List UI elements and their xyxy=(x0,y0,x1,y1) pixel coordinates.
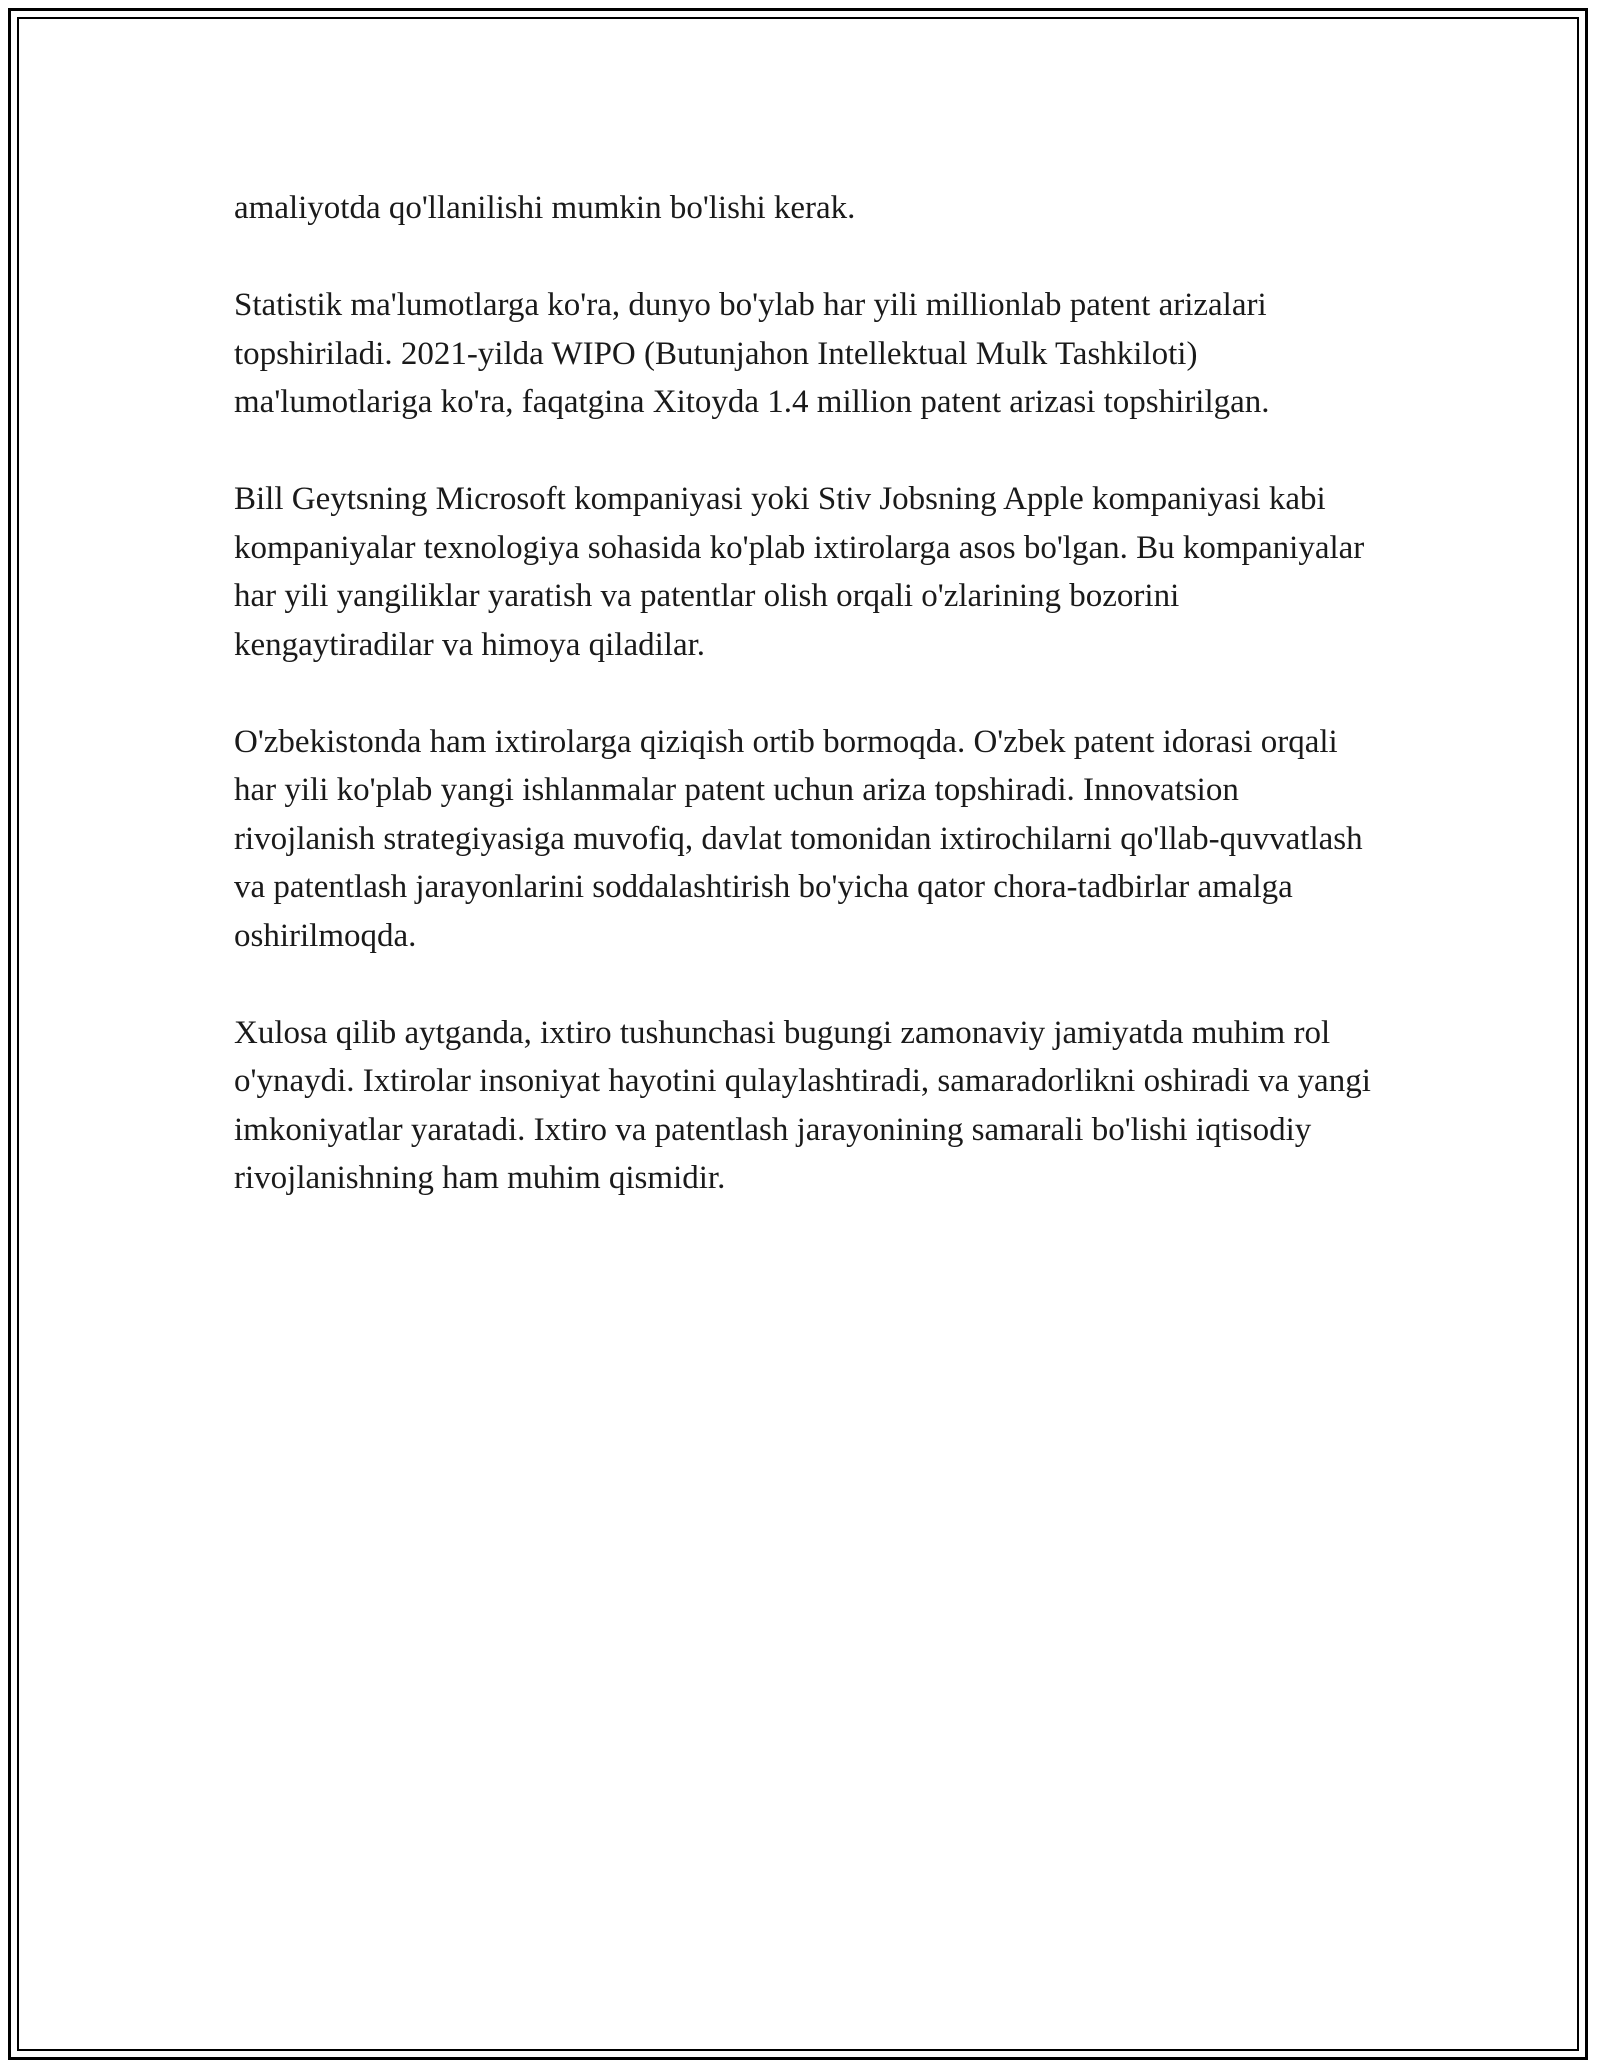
paragraph-companies: Bill Geytsning Microsoft kompaniyasi yoki Stiv Jobsning Apple kompaniyasi kabi kompaniyalar texnologiya sohasida ko'plab ixtirolarga asos bo'lgan. Bu kompaniyalar har yili yangiliklar yaratish va patentlar olish orqali o'zlarining bozorini kengaytiradilar va himoya qiladilar. xyxy=(234,481,1365,663)
paragraph-continuation: amaliyotda qo'llanilishi mumkin bo'lishi kerak. xyxy=(234,190,856,226)
paragraph-conclusion: Xulosa qilib aytganda, ixtiro tushunchasi bugungi zamonaviy jamiyatda muhim rol o'ynaydi. Ixtirolar insoniyat hayotini qulaylashtiradi, samaradorlikni oshiradi va yangi imkoniyatlar yaratadi. Ixtiro va patentlash jarayonining samarali bo'lishi iqtisodiy rivojlanishning ham muhim qismidir. xyxy=(234,1014,1371,1196)
paragraph-statistics: Statistik ma'lumotlarga ko'ra, dunyo bo'ylab har yili millionlab patent arizalari topshiriladi. 2021-yilda WIPO (Butunjahon Intellektual Mulk Tashkiloti) ma'lumotlariga ko'ra, faqatgina Xitoyda 1.4 million patent arizasi topshirilgan. xyxy=(234,287,1270,420)
paragraph-uzbekistan: O'zbekistonda ham ixtirolarga qiziqish ortib bormoqda. O'zbek patent idorasi orqali har yili ko'plab yangi ishlanmalar patent uchun ariza topshiradi. Innovatsion rivojlanish strategiyasiga muvofiq, davlat tomonidan ixtirochilarni qo'llab-quvvatlash va patentlash jarayonlarini soddalashtirish bo'yicha qator chora-tadbirlar amalga oshirilmoqda. xyxy=(234,723,1363,954)
document-body xyxy=(234,184,1374,1203)
